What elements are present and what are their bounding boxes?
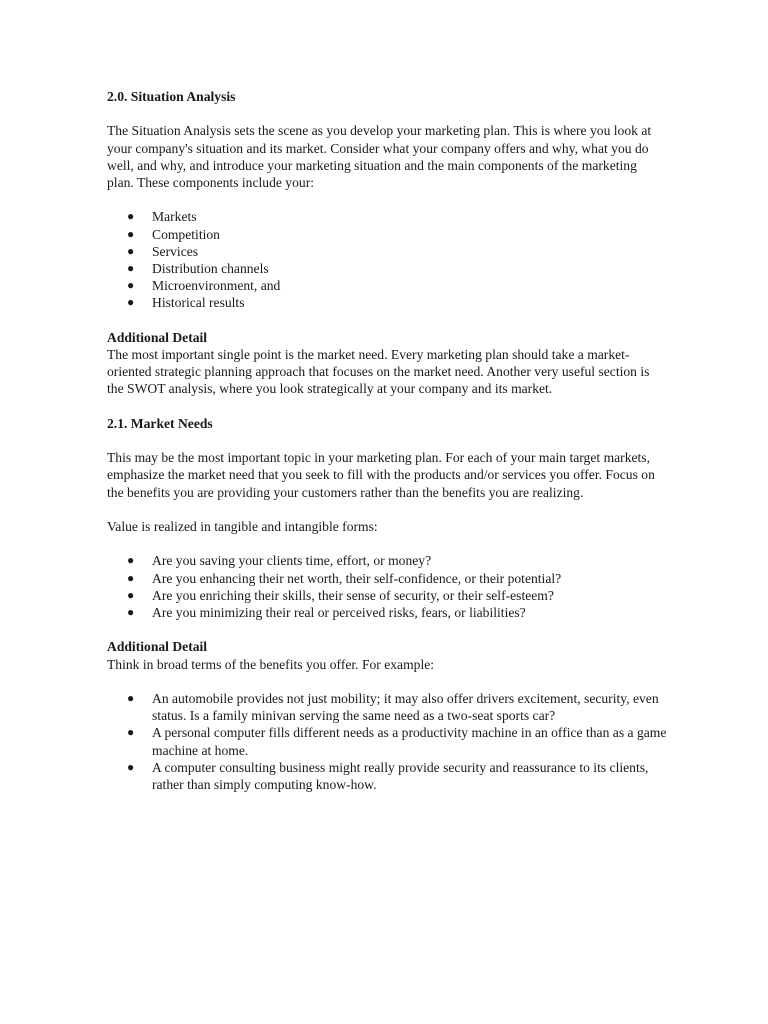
- list-item: ● Services: [127, 243, 199, 259]
- list-item: ● A computer consulting business might really provide security and reassurance to its clients, rather than simply computing know-how.: [127, 759, 649, 792]
- bullet-icon: ●: [127, 725, 135, 740]
- additional-detail-heading: Additional Detail: [107, 639, 208, 655]
- list-item: ● Are you enhancing their net worth, their self-confidence, or their potential?: [127, 570, 562, 586]
- bullet-icon: ●: [127, 759, 135, 774]
- additional-detail-text: Think in broad terms of the benefits you offer. For example:: [107, 656, 435, 672]
- bullet-icon: ●: [127, 295, 135, 310]
- situation-analysis-intro: The Situation Analysis sets the scene as you develop your marketing plan. This is where you look at your company's situation and its market. Consider what your company offers and why, what you do well, and why, and introduce your marketing situation and the main components of the marketing plan. These components include your:: [107, 123, 652, 190]
- list-item: ● Markets: [127, 209, 197, 225]
- bullet-icon: ●: [127, 243, 135, 258]
- list-item: ● Are you saving your clients time, effort, or money?: [127, 553, 432, 569]
- list-item: ● Are you minimizing their real or perceived risks, fears, or liabilities?: [127, 604, 526, 620]
- components-list: [107, 208, 667, 311]
- bullet-icon: ●: [127, 278, 135, 293]
- list-item: ● Are you enriching their skills, their sense of security, or their self-esteem?: [127, 587, 554, 603]
- bullet-icon: ●: [127, 226, 135, 241]
- additional-detail-heading: Additional Detail: [107, 329, 208, 345]
- section-heading-situation-analysis: 2.0. Situation Analysis: [107, 89, 236, 104]
- list-item: ● Competition: [127, 226, 220, 242]
- list-item: ● An automobile provides not just mobility; it may also offer drivers excitement, security, even status. Is a family minivan serving the same need as a two-seat sports car?: [127, 690, 659, 724]
- section-heading-market-needs: 2.1. Market Needs: [107, 415, 213, 431]
- bullet-icon: ●: [127, 690, 135, 705]
- value-forms-line: Value is realized in tangible and intangible forms:: [107, 518, 378, 534]
- bullet-icon: ●: [127, 587, 135, 602]
- market-needs-intro: This may be the most important topic in your marketing plan. For each of your main target markets, emphasize the market need that you seek to fill with the products and/or services you offer. Focus on the benefits you are providing your customers rather than the benefits you are realizing.: [107, 450, 655, 500]
- list-item: ● Microenvironment, and: [127, 278, 281, 294]
- bullet-icon: ●: [127, 553, 135, 568]
- list-item: ● A personal computer fills different needs as a productivity machine in an office than as a game machine at home.: [127, 725, 667, 758]
- list-item: ● Historical results: [127, 295, 245, 311]
- bullet-icon: ●: [127, 604, 135, 619]
- bullet-icon: ●: [127, 209, 135, 224]
- document-page: [107, 88, 667, 793]
- bullet-icon: ●: [127, 261, 135, 275]
- list-item: ● Distribution channels: [127, 261, 269, 276]
- examples-list: [107, 690, 667, 793]
- bullet-icon: ●: [127, 570, 135, 585]
- additional-detail-text: The most important single point is the market need. Every marketing plan should take a market-oriented strategic planning approach that focuses on the market need. Another very useful section is the SWOT analysis, where you look strategically at your company and its market.: [107, 347, 650, 397]
- value-questions-list: [107, 552, 667, 621]
